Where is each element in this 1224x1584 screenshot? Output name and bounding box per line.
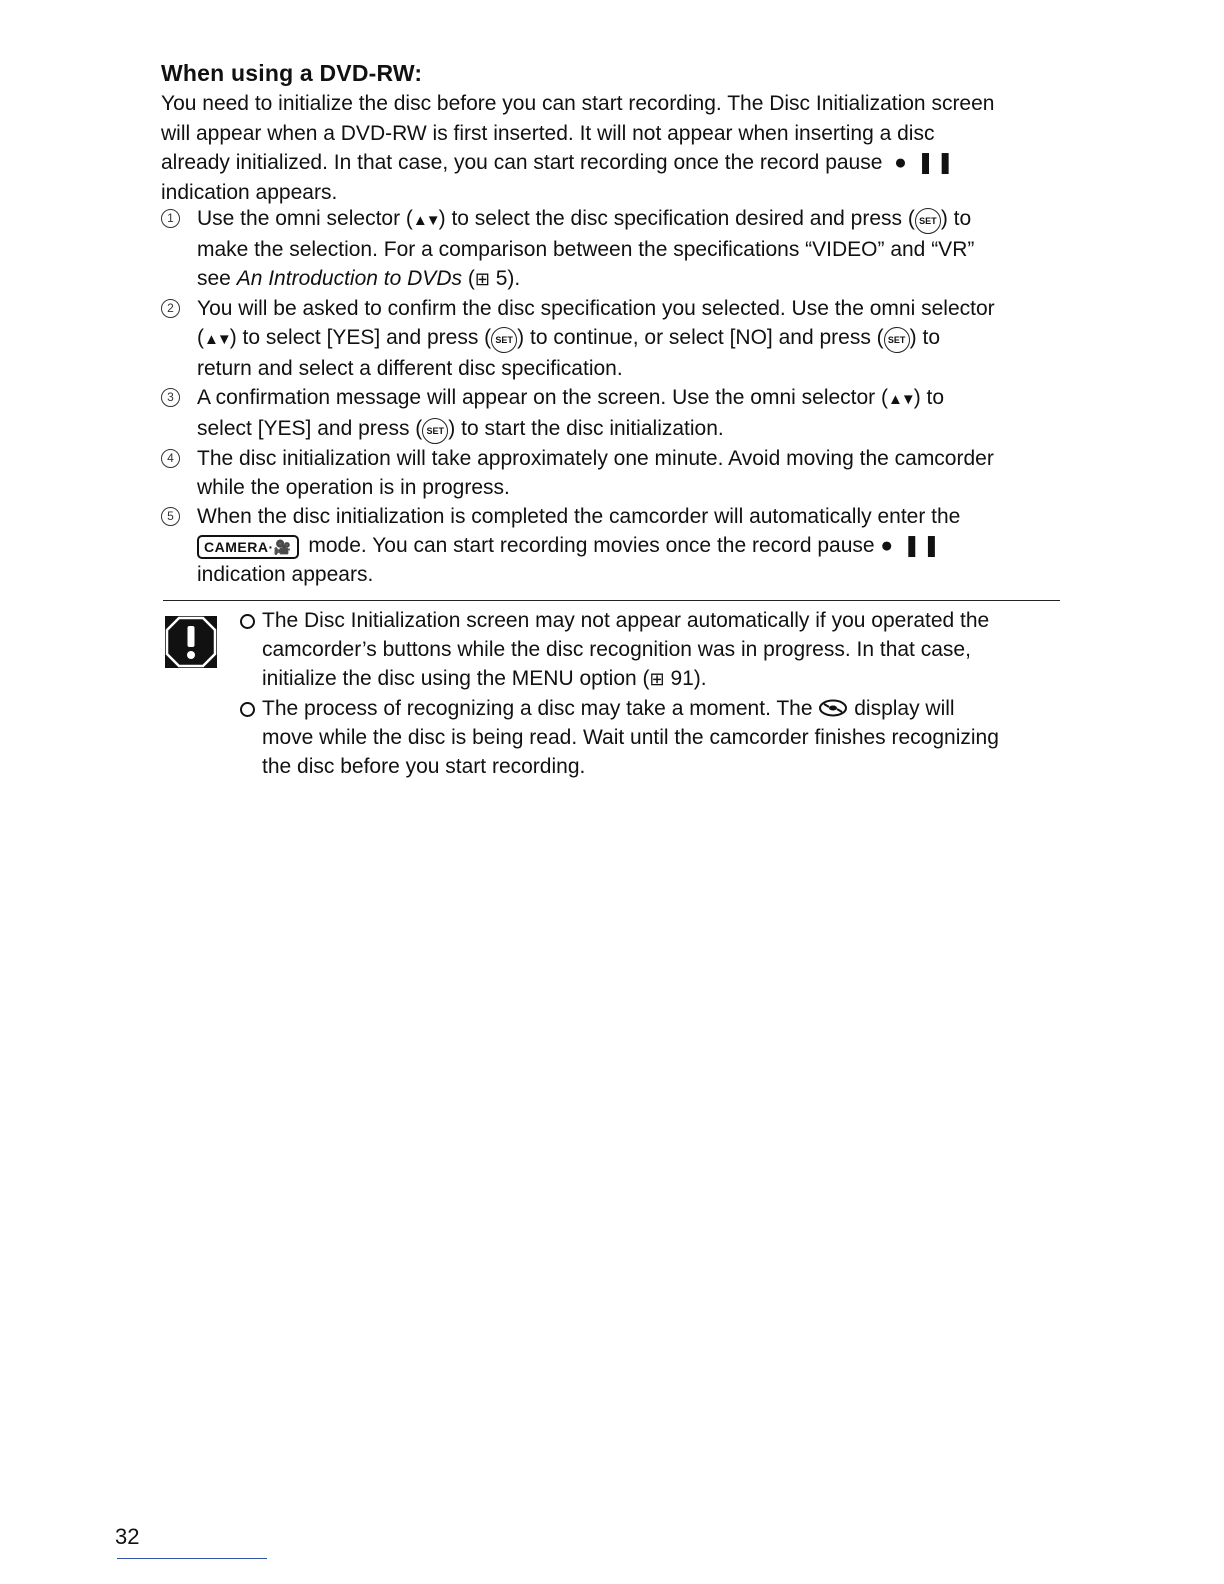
step-line	[197, 473, 1061, 502]
step-number: 4	[161, 449, 180, 468]
set-button-icon: SET	[884, 327, 910, 353]
step-item	[161, 383, 1061, 444]
text-run: ) to	[909, 326, 940, 349]
note-line	[262, 723, 1068, 752]
notes-list	[238, 606, 1068, 781]
step-line	[197, 414, 1061, 444]
text-run: while the operation is in progress.	[197, 476, 510, 499]
text-run: ) to	[913, 386, 945, 409]
step-line	[197, 354, 1061, 383]
intro-line: will appear when a DVD-RW is first inserted. It will not appear when inserting a disc	[161, 121, 935, 145]
intro-paragraph	[161, 89, 1061, 207]
text-run: (	[461, 267, 475, 290]
step-line	[197, 264, 1061, 294]
step-number: 1	[161, 209, 180, 228]
note-line	[262, 694, 1068, 723]
text-run: The process of recognizing a disc may take a moment. The	[262, 697, 819, 720]
note-line	[262, 752, 1068, 781]
text-run: ) to select [YES] and press (	[229, 326, 492, 349]
step-line	[197, 383, 1061, 414]
omni-selector-icon: ▲▼	[412, 212, 439, 229]
step-line	[197, 294, 1061, 323]
text-run: return and select a different disc specification.	[197, 357, 623, 380]
step-item	[161, 294, 1061, 383]
text-run: 91).	[664, 667, 707, 690]
camera-mode-icon: CAMERA·🎥	[197, 535, 299, 559]
set-button-icon: SET	[491, 327, 517, 353]
text-run: The disc initialization will take approximately one minute. Avoid moving the camcorder	[197, 447, 994, 470]
text-run: 5).	[489, 267, 521, 290]
text-run: make the selection. For a comparison between the specifications “VIDEO” and “VR”	[197, 238, 975, 261]
step-line	[197, 531, 1061, 560]
page-reference-icon: ⊞	[649, 669, 665, 689]
step-line	[197, 235, 1061, 264]
step-item	[161, 444, 1061, 502]
intro-line: You need to initialize the disc before you can start recording. The Disc Initialization screen	[161, 92, 995, 115]
step-line	[197, 323, 1061, 354]
text-run: (	[197, 326, 204, 349]
text-run: ) to start the disc initialization.	[448, 417, 724, 440]
text-run: select [YES] and press (	[197, 417, 423, 440]
step-item	[161, 204, 1061, 294]
caution-icon	[165, 616, 217, 668]
step-line	[197, 560, 1061, 589]
text-run: mode. You can start recording movies once the record pause	[302, 534, 881, 557]
omni-selector-icon: ▲▼	[888, 391, 914, 408]
text-run: move while the disc is being read. Wait until the camcorder finishes recognizing	[262, 726, 999, 749]
intro-line: indication appears.	[161, 180, 338, 204]
text-run: You will be asked to confirm the disc specification you selected. Use the omni selector	[197, 297, 995, 320]
step-line	[197, 204, 1061, 235]
text-run: indication appears.	[197, 563, 374, 586]
note-line	[262, 635, 1068, 664]
note-line	[262, 664, 1068, 694]
step-item	[161, 502, 1061, 589]
disc-recognition-icon	[818, 699, 848, 717]
text-run: the disc before you start recording.	[262, 755, 586, 778]
set-button-icon: SET	[915, 208, 941, 234]
text-run: see	[197, 267, 237, 290]
text-run: ) to select the disc specification desired and press (	[438, 207, 915, 230]
page-reference-icon: ⊞	[474, 269, 490, 289]
note-line	[262, 606, 1068, 635]
text-run: The Disc Initialization screen may not appear automatically if you operated the	[262, 609, 990, 632]
step-number: 5	[161, 507, 180, 526]
step-number: 2	[161, 299, 180, 318]
text-run: When the disc initialization is completed the camcorder will automatically enter the	[197, 505, 961, 528]
page-number: 32	[115, 1524, 140, 1549]
text-run: camcorder’s buttons while the disc recognition was in progress. In that case,	[262, 638, 971, 661]
record-pause-icon: ● ❚❚	[894, 151, 956, 174]
text-run: ) to continue, or select [NO] and press (	[517, 326, 884, 349]
text-run: Use the omni selector (	[197, 207, 413, 230]
note-item	[238, 606, 1068, 694]
record-pause-icon: ● ❚❚	[880, 534, 943, 557]
note-item	[238, 694, 1068, 781]
omni-selector-icon: ▲▼	[204, 331, 230, 348]
step-number: 3	[161, 388, 180, 407]
intro-line: already initialized. In that case, you can start recording once the record pause ● ❚❚	[161, 151, 956, 174]
text-run: A confirmation message will appear on the screen. Use the omni selector (	[197, 386, 889, 409]
step-line	[197, 444, 1061, 473]
bullet-icon	[240, 614, 255, 629]
footer-rule	[117, 1558, 267, 1559]
text-run: display will	[848, 697, 955, 720]
section-heading: When using a DVD-RW:	[161, 60, 423, 86]
text-run: ) to	[940, 207, 972, 230]
text-run: initialize the disc using the MENU option (	[262, 667, 650, 690]
set-button-icon: SET	[422, 418, 448, 444]
steps-list	[161, 204, 1061, 589]
bullet-icon	[240, 702, 255, 717]
section-divider	[163, 600, 1060, 601]
step-line	[197, 502, 1061, 531]
italic-reference: An Introduction to DVDs	[236, 267, 462, 290]
